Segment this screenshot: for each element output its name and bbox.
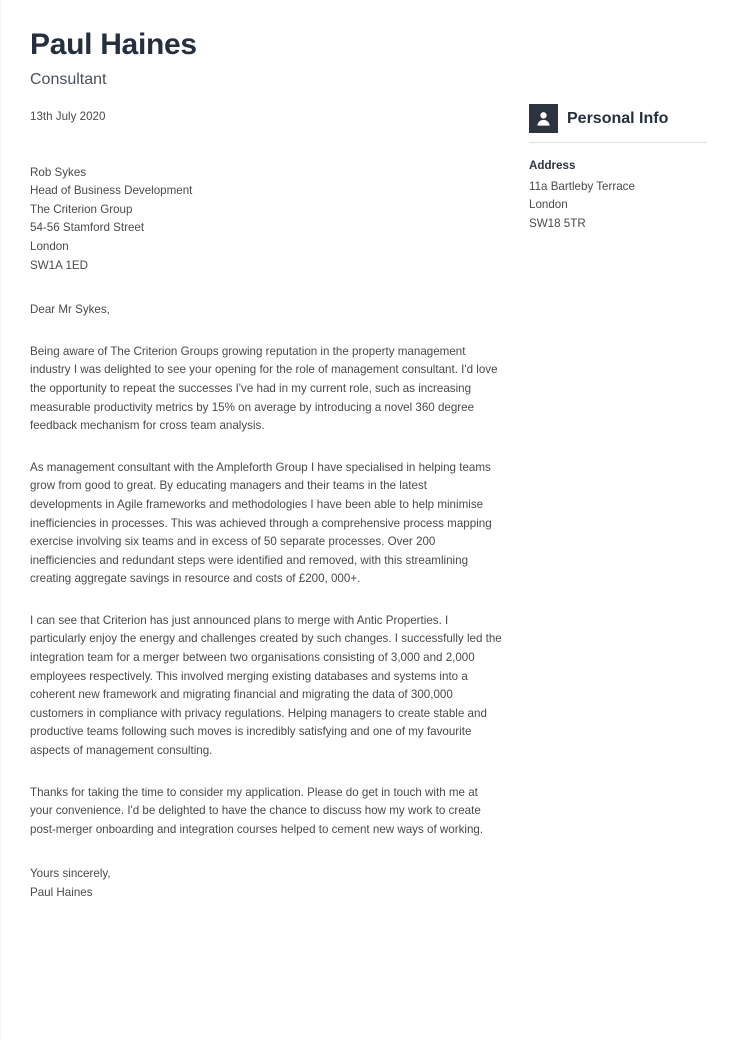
applicant-role: Consultant: [30, 70, 107, 88]
sidebar-header: [529, 104, 707, 133]
letter-paragraph: As management consultant with the Ampleforth Group I have specialised in helping teams grow from good to great. By educating managers and their teams in the latest developments in Agile frameworks and methodologies I have been able to help minimise inefficiencies in processes. This was achieved through a comprehensive process mapping exercise involving six teams and in excess of 50 separate processes. Over 200 inefficiencies and redundant steps were identified and removed, with this streamlining creating aggregate savings in resource and costs of £200, 000+.: [30, 460, 492, 586]
salutation: Dear Mr Sykes,: [30, 303, 110, 317]
sidebar-section-address: [529, 157, 707, 233]
recipient-line: Head of Business Development: [30, 184, 193, 198]
address-line: 11a Bartleby Terrace: [529, 179, 635, 193]
closing-line: Yours sincerely,: [30, 867, 111, 881]
sidebar-personal-info: [529, 104, 707, 233]
letter-paragraph: I can see that Criterion has just announced plans to merge with Antic Properties. I particularly enjoy the energy and challenges created by such changes. I successfully led the integration team for a merger between two organisations consisting of 3,000 and 2,000 employees respectively. This involved merging existing databases and systems into a coherent new framework and migrating financial and migrating the data of 300,000 customers in compliance with privacy regulations. Helping managers to create stable and productive teams following such moves is incredibly satisfying and one of my favourite aspects of management consulting.: [30, 613, 502, 758]
recipient-line: The Criterion Group: [30, 202, 133, 216]
signature-name: Paul Haines: [30, 886, 93, 899]
letter-header: [30, 28, 500, 89]
address-line: SW18 5TR: [529, 216, 586, 230]
sidebar-title: Personal Info: [567, 109, 669, 127]
person-icon: [529, 104, 558, 133]
letter-signoff: [30, 865, 502, 902]
sidebar-section-label: Address: [529, 159, 576, 172]
sidebar-section-value: [529, 178, 707, 234]
recipient-line: SW1A 1ED: [30, 258, 88, 272]
letter-paragraph: Thanks for taking the time to consider my application. Please do get in touch with me at your convenience. I'd be delighted to have the chance to discuss how my work to create post-merger onboarding and integration courses helped to cement new ways of working.: [30, 785, 484, 836]
letter-body: [30, 108, 502, 903]
recipient-line: 54-56 Stamford Street: [30, 221, 145, 235]
recipient-address: [30, 164, 502, 276]
recipient-line: Rob Sykes: [30, 165, 87, 179]
sidebar-divider: [529, 142, 707, 143]
letter-paragraph: Being aware of The Criterion Groups growing reputation in the property management industry I was delighted to see your opening for the role of management consultant. I'd love the opportunity to repeat the successes I've had in my current role, such as increasing measurable productivity metrics by 15% on average by introducing a novel 360 degree feedback mechanism for cross team analysis.: [30, 344, 498, 433]
letter-date: 13th July 2020: [30, 110, 106, 123]
recipient-line: London: [30, 239, 69, 253]
applicant-name: Paul Haines: [30, 28, 197, 61]
address-line: London: [529, 198, 568, 212]
